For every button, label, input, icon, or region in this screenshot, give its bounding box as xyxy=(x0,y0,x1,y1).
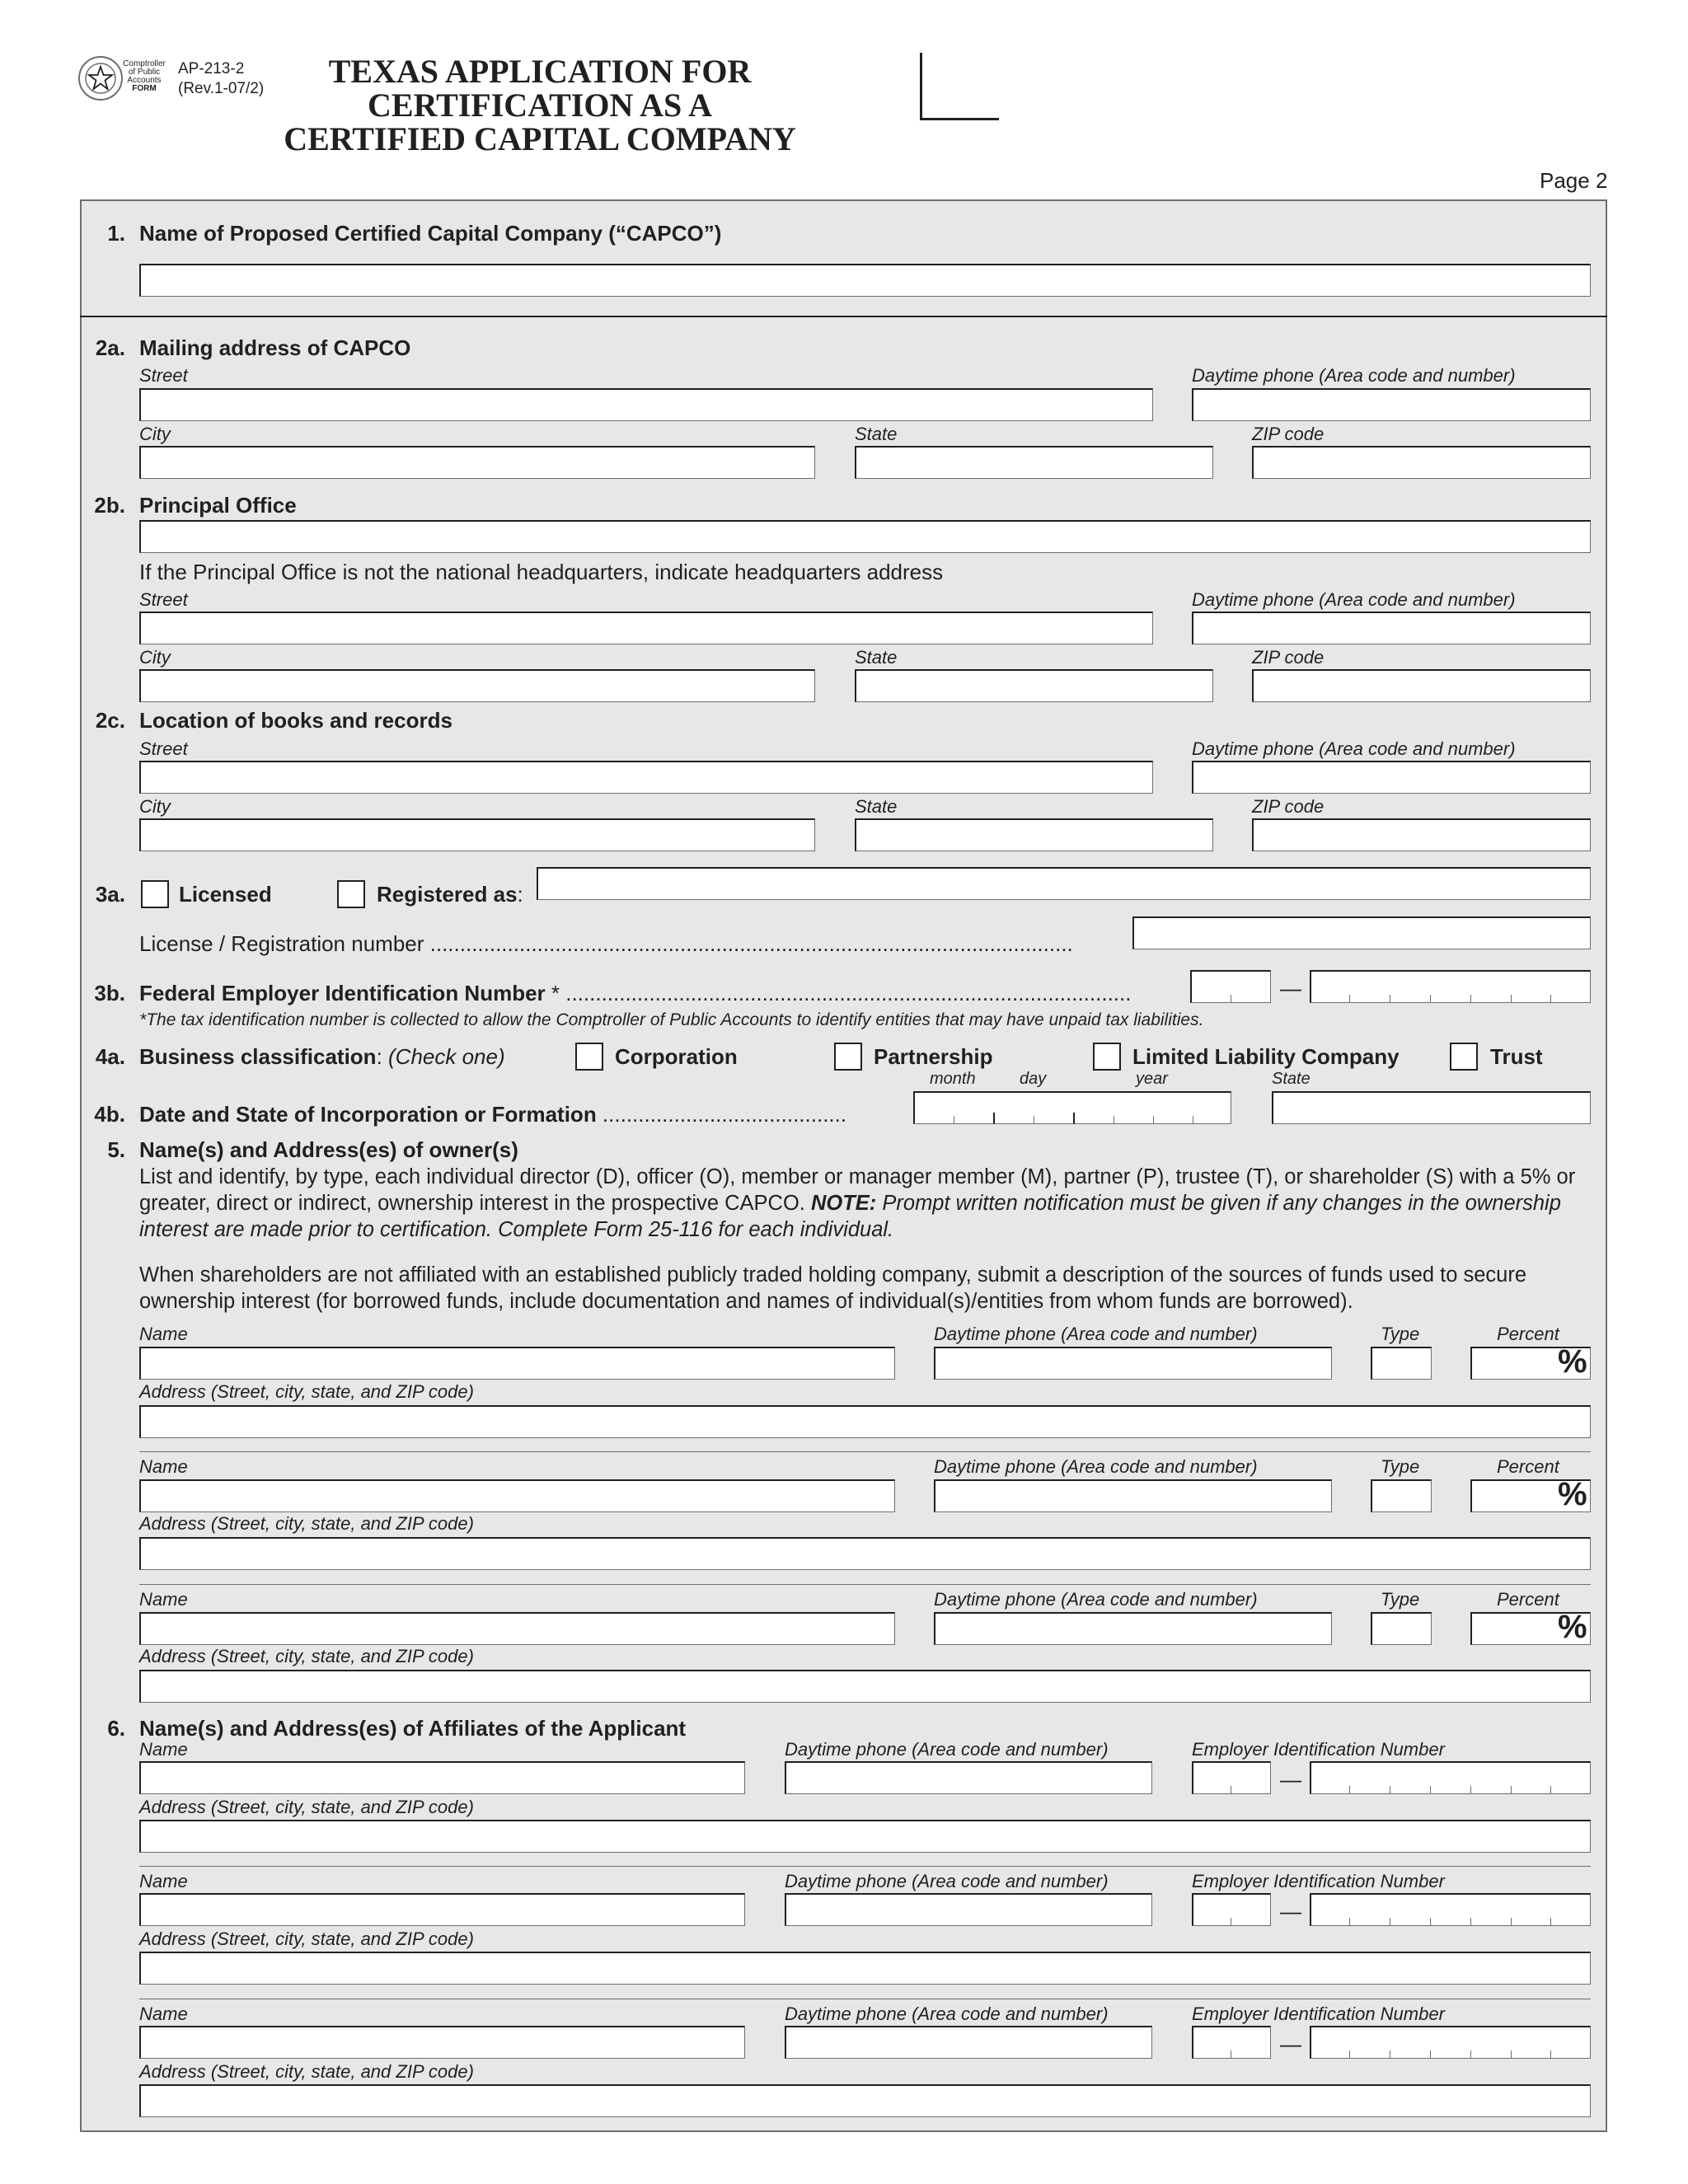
phone-caption: Daytime phone (Area code and number) xyxy=(1192,589,1516,610)
digit-tick xyxy=(1511,1786,1512,1794)
form-title: TEXAS APPLICATION FOR CERTIFICATION AS A CERTIFIED CAPITAL COMPANY xyxy=(284,53,796,157)
section-2a-label: Mailing address of CAPCO xyxy=(139,335,411,360)
state-caption: State xyxy=(855,424,898,444)
ein-caption: Employer Identification Number xyxy=(1192,1739,1445,1760)
note-label: NOTE: xyxy=(810,1192,877,1215)
mailing-street-input[interactable] xyxy=(139,388,1153,421)
registered-label-group xyxy=(377,882,523,907)
registered-as-input[interactable] xyxy=(537,867,1591,900)
affiliate-ein-suffix-input[interactable] xyxy=(1310,1893,1591,1926)
affiliate-ein-prefix-input[interactable] xyxy=(1192,1761,1271,1794)
owner-phone-input[interactable] xyxy=(934,1612,1332,1645)
address-caption: Address (Street, city, state, and ZIP code) xyxy=(139,1381,474,1402)
incorporation-label: Date and State of Incorporation or Formation xyxy=(139,1102,597,1127)
office-use-corner-mark xyxy=(920,53,999,120)
incorporation-state-input[interactable] xyxy=(1272,1091,1591,1124)
funding-instructions: When shareholders are not affiliated with an established publicly traded holding company, submit a description of the sources of funds used to secure ownership interest (for borrowed funds, include documentation and names of individual(s)/entities from whom funds are borrowed). xyxy=(139,1263,1527,1313)
section-6-label: Name(s) and Address(es) of Affiliates of the Applicant xyxy=(139,1716,687,1741)
percent-sign: % xyxy=(1558,1343,1587,1380)
row-divider xyxy=(139,1451,1591,1452)
capco-name-input[interactable] xyxy=(139,264,1591,297)
address-caption: Address (Street, city, state, and ZIP code) xyxy=(139,1646,474,1666)
hq-state-input[interactable] xyxy=(855,669,1213,702)
affiliate-phone-input[interactable] xyxy=(785,1893,1152,1926)
llc-checkbox[interactable] xyxy=(1093,1043,1121,1071)
trust-checkbox[interactable] xyxy=(1450,1043,1478,1071)
digit-tick xyxy=(1511,1918,1512,1926)
affiliate-name-input[interactable] xyxy=(139,2026,745,2059)
section-1-band xyxy=(82,201,1606,316)
owners-notice-text: Prompt written notification must be given if any changes in the ownership interest are made prior to certification. Complete Form 25-116 for each individual. xyxy=(139,1192,1561,1241)
section-divider xyxy=(80,316,1607,317)
mailing-zip-input[interactable] xyxy=(1252,446,1591,479)
owner-phone-input[interactable] xyxy=(934,1479,1332,1512)
name-caption: Name xyxy=(139,1324,188,1344)
hq-zip-input[interactable] xyxy=(1252,669,1591,702)
form-revision: (Rev.1-07/2) xyxy=(178,80,265,97)
affiliate-ein-prefix-input[interactable] xyxy=(1192,1893,1271,1926)
affiliate-address-input[interactable] xyxy=(139,1952,1591,1985)
affiliate-phone-input[interactable] xyxy=(785,1761,1152,1794)
state-small-caption: State xyxy=(1272,1070,1311,1088)
section-6-number: 6. xyxy=(107,1716,125,1741)
zip-caption: ZIP code xyxy=(1252,424,1325,444)
year-caption: year xyxy=(1136,1070,1168,1088)
owner-name-input[interactable] xyxy=(139,1612,895,1645)
section-1-label: Name of Proposed Certified Capital Company (“CAPCO”) xyxy=(139,221,722,246)
section-2c-label: Location of books and records xyxy=(139,708,452,733)
percent-sign: % xyxy=(1558,1476,1587,1512)
digit-tick xyxy=(1153,1116,1154,1124)
owner-type-input[interactable] xyxy=(1371,1347,1432,1380)
fein-label-group xyxy=(139,981,1131,1006)
check-one-hint: (Check one) xyxy=(388,1044,505,1069)
section-3a-number: 3a. xyxy=(95,882,125,907)
digit-tick xyxy=(1430,1786,1431,1794)
digit-tick xyxy=(1470,1786,1471,1794)
affiliate-address-input[interactable] xyxy=(139,1820,1591,1853)
digit-tick xyxy=(1349,1918,1350,1926)
trust-label: Trust xyxy=(1490,1044,1543,1069)
name-caption: Name xyxy=(139,2004,188,2024)
phone-caption: Daytime phone (Area code and number) xyxy=(934,1456,1258,1477)
affiliate-name-input[interactable] xyxy=(139,1893,745,1926)
name-caption: Name xyxy=(139,1871,188,1891)
fein-disclosure-text: The tax identification number is collected to allow the Comptroller of Public Accounts to identify entities that may have unpaid tax liabilities. xyxy=(146,1010,1204,1029)
business-classification-label-group xyxy=(139,1044,505,1070)
fein-dots: * ............................................................................................... xyxy=(545,981,1132,1005)
affiliate-name-input[interactable] xyxy=(139,1761,745,1794)
section-2a-number: 2a. xyxy=(95,335,125,360)
row-divider xyxy=(139,1584,1591,1585)
license-number-input[interactable] xyxy=(1132,916,1591,949)
fein-disclosure-note xyxy=(139,1010,1203,1030)
licensed-label: Licensed xyxy=(179,882,272,907)
owners-instructions-text: List and identify, by type, each individual director (D), officer (O), member or manager member (M), partner (P), trustee (T), or shareholder (S) with a 5% or greater, direct or indirect, ownership interest in the prospective CAPCO. xyxy=(139,1165,1576,1215)
phone-caption: Daytime phone (Area code and number) xyxy=(785,2004,1109,2024)
row-divider xyxy=(139,1866,1591,1867)
incorporation-label-group xyxy=(139,1102,846,1127)
phone-caption: Daytime phone (Area code and number) xyxy=(1192,365,1516,386)
section-2b-number: 2b. xyxy=(94,493,125,518)
form-number: AP-213-2 xyxy=(178,60,245,77)
incorporation-date-input[interactable] xyxy=(913,1091,1231,1124)
principal-office-input[interactable] xyxy=(139,520,1591,553)
street-caption: Street xyxy=(139,738,188,759)
address-caption: Address (Street, city, state, and ZIP code) xyxy=(139,2061,474,2082)
ein-caption: Employer Identification Number xyxy=(1192,1871,1445,1891)
affiliate-address-input[interactable] xyxy=(139,2084,1591,2117)
partnership-checkbox[interactable] xyxy=(834,1043,862,1071)
hq-phone-input[interactable] xyxy=(1192,612,1591,644)
section-5-label: Name(s) and Address(es) of owner(s) xyxy=(139,1137,518,1162)
mailing-phone-input[interactable] xyxy=(1192,388,1591,421)
digit-tick xyxy=(1430,995,1431,1003)
digit-tick xyxy=(1430,2050,1431,2059)
ein-caption: Employer Identification Number xyxy=(1192,2004,1445,2024)
asterisk: * xyxy=(139,1010,147,1029)
ein-dash: — xyxy=(1280,2032,1301,2056)
owner-name-input[interactable] xyxy=(139,1347,895,1380)
phone-caption: Daytime phone (Area code and number) xyxy=(785,1871,1109,1891)
star-seal-icon xyxy=(78,56,123,101)
date-separator xyxy=(1073,1113,1075,1124)
zip-caption: ZIP code xyxy=(1252,796,1325,817)
owner-name-input[interactable] xyxy=(139,1479,895,1512)
address-caption: Address (Street, city, state, and ZIP code) xyxy=(139,1929,474,1949)
type-caption: Type xyxy=(1381,1589,1420,1610)
business-classification-label: Business classification xyxy=(139,1044,377,1069)
city-caption: City xyxy=(139,796,171,817)
digit-tick xyxy=(1349,2050,1350,2059)
owners-instructions xyxy=(139,1164,1598,1243)
fein-label: Federal Employer Identification Number xyxy=(139,981,546,1005)
state-caption: State xyxy=(855,647,898,668)
mailing-state-input[interactable] xyxy=(855,446,1213,479)
state-caption: State xyxy=(855,796,898,817)
section-2b-label: Principal Office xyxy=(139,493,297,518)
month-caption: month xyxy=(930,1070,976,1088)
page-number: Page 2 xyxy=(1540,168,1608,193)
digit-tick xyxy=(1511,995,1512,1003)
street-caption: Street xyxy=(139,365,188,386)
books-zip-input[interactable] xyxy=(1252,818,1591,851)
digit-tick xyxy=(1550,1918,1551,1926)
owner-address-input[interactable] xyxy=(139,1670,1591,1703)
digit-tick xyxy=(1470,1918,1471,1926)
registered-colon: : xyxy=(517,882,523,907)
section-4a-number: 4a. xyxy=(95,1044,125,1069)
affiliate-ein-prefix-input[interactable] xyxy=(1192,2026,1271,2059)
phone-caption: Daytime phone (Area code and number) xyxy=(1192,738,1516,759)
section-1-number: 1. xyxy=(107,221,125,246)
fein-suffix-input[interactable] xyxy=(1310,970,1591,1003)
books-state-input[interactable] xyxy=(855,818,1213,851)
hq-city-input[interactable] xyxy=(139,669,815,702)
owner-type-input[interactable] xyxy=(1371,1612,1432,1645)
llc-label: Limited Liability Company xyxy=(1132,1044,1400,1069)
section-3b-number: 3b. xyxy=(94,981,125,1005)
percent-caption: Percent xyxy=(1497,1324,1559,1344)
percent-sign: % xyxy=(1558,1609,1587,1645)
ein-dash: — xyxy=(1280,1899,1301,1924)
owner-address-input[interactable] xyxy=(139,1405,1591,1438)
partnership-label: Partnership xyxy=(874,1044,993,1069)
digit-tick xyxy=(1430,1918,1431,1926)
name-caption: Name xyxy=(139,1456,188,1477)
digit-tick xyxy=(1550,1786,1551,1794)
section-4b-number: 4b. xyxy=(94,1102,125,1127)
mailing-city-input[interactable] xyxy=(139,446,815,479)
hq-street-input[interactable] xyxy=(139,612,1153,644)
address-caption: Address (Street, city, state, and ZIP code) xyxy=(139,1513,474,1534)
license-number-label: License / Registration number ............................................................................................................ xyxy=(139,931,1073,956)
owner-phone-input[interactable] xyxy=(934,1347,1332,1380)
corporation-checkbox[interactable] xyxy=(575,1043,603,1071)
name-caption: Name xyxy=(139,1739,188,1760)
percent-caption: Percent xyxy=(1497,1456,1559,1477)
section-5-number: 5. xyxy=(107,1137,125,1162)
books-phone-input[interactable] xyxy=(1192,761,1591,794)
registered-checkbox[interactable] xyxy=(337,880,365,908)
street-caption: Street xyxy=(139,589,188,610)
digit-tick xyxy=(1550,995,1551,1003)
agency-name: Comptroller of Public Accounts FORM xyxy=(123,59,166,93)
section-2c-number: 2c. xyxy=(95,708,125,733)
books-city-input[interactable] xyxy=(139,818,815,851)
registered-label: Registered as xyxy=(377,882,518,907)
type-caption: Type xyxy=(1381,1456,1420,1477)
affiliate-phone-input[interactable] xyxy=(785,2026,1152,2059)
name-caption: Name xyxy=(139,1589,188,1610)
address-caption: Address (Street, city, state, and ZIP code) xyxy=(139,1797,474,1817)
label-separator: : xyxy=(376,1044,389,1069)
type-caption: Type xyxy=(1381,1324,1420,1344)
date-separator xyxy=(993,1113,995,1124)
day-caption: day xyxy=(1020,1070,1047,1088)
phone-caption: Daytime phone (Area code and number) xyxy=(934,1324,1258,1344)
licensed-checkbox[interactable] xyxy=(141,880,169,908)
affiliate-ein-suffix-input[interactable] xyxy=(1310,1761,1591,1794)
corporation-label: Corporation xyxy=(615,1044,738,1069)
zip-caption: ZIP code xyxy=(1252,647,1325,668)
city-caption: City xyxy=(139,424,171,444)
digit-tick xyxy=(1349,1786,1350,1794)
owner-type-input[interactable] xyxy=(1371,1479,1432,1512)
phone-caption: Daytime phone (Area code and number) xyxy=(934,1589,1258,1610)
ein-dash: — xyxy=(1280,1767,1301,1792)
phone-caption: Daytime phone (Area code and number) xyxy=(785,1739,1109,1760)
percent-caption: Percent xyxy=(1497,1589,1559,1610)
digit-tick xyxy=(1550,2050,1551,2059)
digit-tick xyxy=(1470,2050,1471,2059)
affiliate-ein-suffix-input[interactable] xyxy=(1310,2026,1591,2059)
city-caption: City xyxy=(139,647,171,668)
books-street-input[interactable] xyxy=(139,761,1153,794)
digit-tick xyxy=(1470,995,1471,1003)
headquarters-note: If the Principal Office is not the national headquarters, indicate headquarters address xyxy=(139,560,944,584)
fein-dash: — xyxy=(1280,976,1301,1001)
incorporation-dots: ......................................... xyxy=(596,1102,847,1127)
digit-tick xyxy=(1511,2050,1512,2059)
owner-address-input[interactable] xyxy=(139,1537,1591,1570)
digit-tick xyxy=(1349,995,1350,1003)
